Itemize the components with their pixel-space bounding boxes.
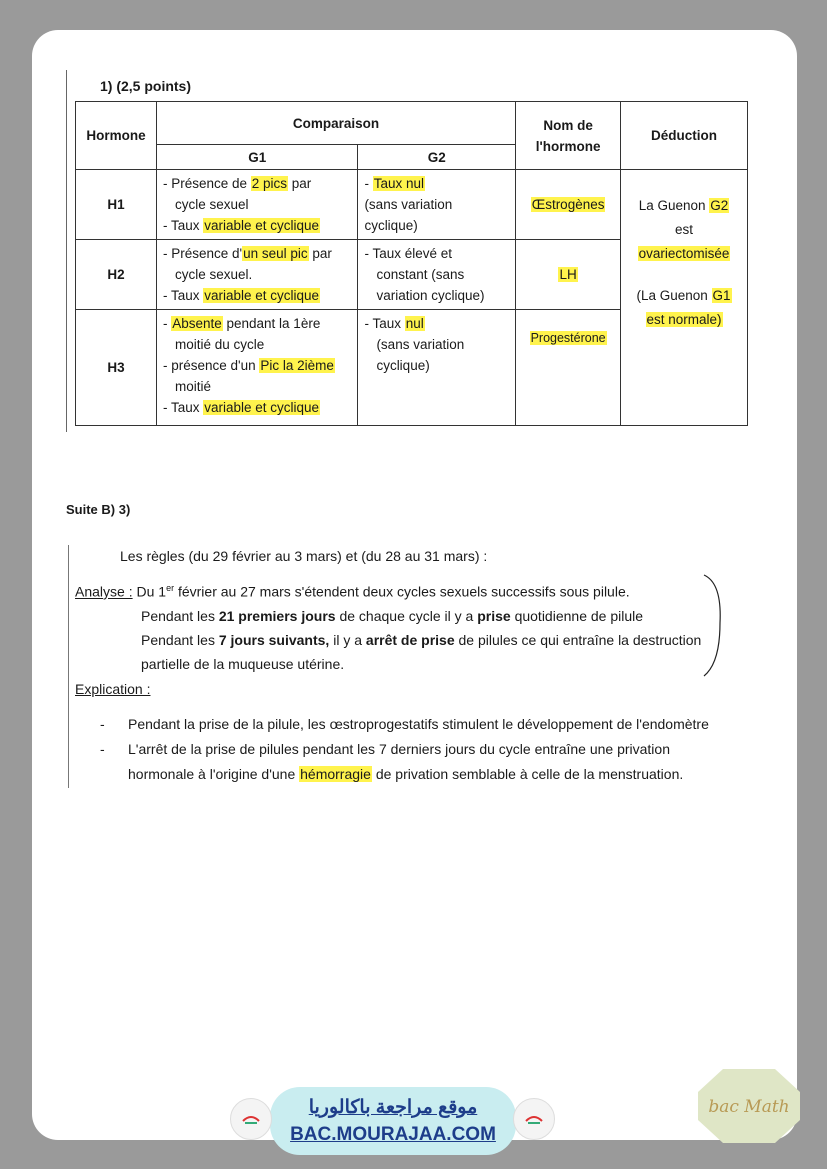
brace-icon bbox=[700, 573, 726, 678]
header-comparaison: Comparaison bbox=[156, 102, 515, 145]
row-label: H1 bbox=[76, 170, 157, 240]
bullet-dash: - bbox=[100, 716, 105, 732]
suite-title: Suite B) 3) bbox=[66, 502, 131, 517]
explication-bullet-1: Pendant la prise de la pilule, les œstroprogestatifs stimulent le développement de l'endomètre bbox=[128, 716, 709, 732]
bullet-dash: - bbox=[100, 741, 105, 757]
svg-text:bac Math: bac Math bbox=[708, 1097, 790, 1117]
g2-cell: - Taux nul (sans variation cyclique) bbox=[358, 310, 516, 426]
question-title: 1) (2,5 points) bbox=[100, 78, 192, 94]
row-label: H2 bbox=[76, 240, 157, 310]
g2-cell: - Taux nul (sans variation cyclique) bbox=[358, 170, 516, 240]
header-nom: Nom de l'hormone bbox=[516, 102, 621, 170]
analyse-line-3: Pendant les 7 jours suivants, il y a arrêt de prise de pilules ce qui entraîne la destruction bbox=[141, 632, 702, 648]
margin-line bbox=[66, 70, 67, 432]
g2-cell: - Taux élevé et constant (sans variation cyclique) bbox=[358, 240, 516, 310]
footer-site-link[interactable]: BAC.MOURAJAA.COM bbox=[290, 1124, 496, 1145]
bac-math-badge-icon bbox=[697, 1068, 801, 1144]
header-g1: G1 bbox=[156, 145, 357, 170]
row-label: H3 bbox=[76, 310, 157, 426]
explication-label: Explication : bbox=[75, 681, 151, 697]
g1-cell: - Présence d'un seul pic par cycle sexuel. - Taux variable et cyclique bbox=[156, 240, 357, 310]
g1-cell: - Présence de 2 pics par cycle sexuel - Taux variable et cyclique bbox=[156, 170, 357, 240]
regles-heading: Les règles (du 29 février au 3 mars) et (du 28 au 31 mars) : bbox=[120, 548, 488, 564]
site-logo-right-icon bbox=[513, 1098, 555, 1140]
g1-cell: - Absente pendant la 1ère moitié du cycle - présence d'un Pic la 2ième moitié - Taux variable et cyclique bbox=[156, 310, 357, 426]
hormone-name: LH bbox=[516, 240, 621, 310]
table-row bbox=[76, 170, 748, 240]
header-deduction: Déduction bbox=[621, 102, 748, 170]
site-logo-left-icon bbox=[230, 1098, 272, 1140]
analyse-line-4: partielle de la muqueuse utérine. bbox=[141, 656, 345, 672]
hormone-table bbox=[75, 101, 748, 426]
explication-bullet-2: L'arrêt de la prise de pilules pendant les 7 derniers jours du cycle entraîne une privation bbox=[128, 741, 670, 757]
explication-bullet-2-cont: hormonale à l'origine d'une hémorragie de privation semblable à celle de la menstruation. bbox=[128, 766, 684, 782]
analyse-line-2: Pendant les 21 premiers jours de chaque cycle il y a prise quotidienne de pilule bbox=[141, 608, 644, 624]
footer-arabic-link[interactable]: موقع مراجعة باكالوريا bbox=[308, 1097, 478, 1118]
hormone-name: Progestérone bbox=[516, 310, 621, 426]
header-hormone: Hormone bbox=[76, 102, 157, 170]
header-g2: G2 bbox=[358, 145, 516, 170]
analyse-paragraph: Analyse : Du 1er février au 27 mars s'étendent deux cycles sexuels successifs sous pilule. bbox=[75, 583, 630, 600]
deduction-cell: La Guenon G2 est ovariectomisée (La Guenon G1 est normale) bbox=[621, 170, 748, 426]
hormone-name: Œstrogènes bbox=[516, 170, 621, 240]
